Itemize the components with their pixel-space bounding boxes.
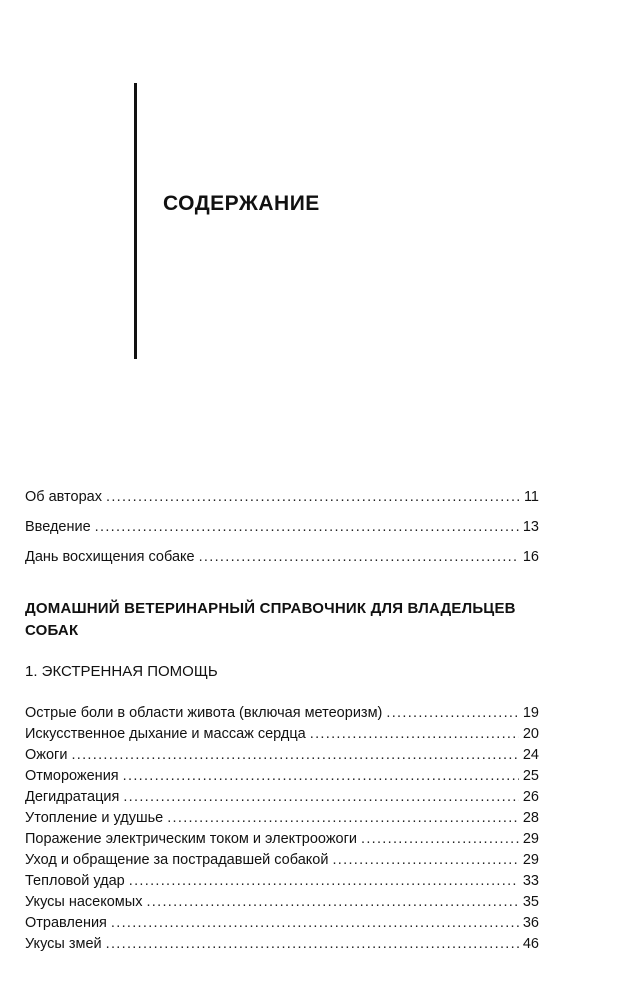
toc-entry[interactable]: [25, 809, 539, 828]
toc-leader-dots: [106, 488, 519, 507]
toc-leader-dots: [123, 767, 519, 786]
toc-entry-label: Уход и обращение за пострадавшей собакой: [25, 852, 329, 868]
toc-entry-page: 28: [522, 810, 539, 826]
toc-entry[interactable]: [25, 851, 539, 870]
toc-entry-label: Ожоги: [25, 747, 68, 763]
toc-entry-label: Об авторах: [25, 489, 102, 505]
toc-entry-page: 46: [522, 936, 539, 952]
toc-leader-dots: [199, 548, 519, 567]
part-title: ДОМАШНИЙ ВЕТЕРИНАРНЫЙ СПРАВОЧНИК ДЛЯ ВЛАДЕЛЬЦЕВ СОБАК: [25, 600, 516, 639]
toc-entry[interactable]: [25, 488, 539, 507]
toc-entry[interactable]: [25, 704, 539, 723]
section-title: 1. ЭКСТРЕННАЯ ПОМОЩЬ: [25, 663, 218, 680]
toc-entry[interactable]: [25, 518, 539, 537]
toc-entry-page: 19: [522, 705, 539, 721]
toc-leader-dots: [361, 830, 519, 849]
toc-entry-label: Введение: [25, 519, 91, 535]
toc-leader-dots: [129, 872, 519, 891]
toc-leader-dots: [71, 746, 518, 765]
toc-entry-label: Тепловой удар: [25, 873, 125, 889]
toc-entry-page: 13: [522, 519, 539, 535]
toc-entry-label: Поражение электрическим током и электроожоги: [25, 831, 357, 847]
page-title: СОДЕРЖАНИЕ: [163, 192, 320, 215]
toc-leader-dots: [123, 788, 519, 807]
toc-leader-dots: [106, 935, 519, 954]
toc-entry-label: Отморожения: [25, 768, 119, 784]
title-vertical-rule: [134, 83, 137, 359]
toc-entry-page: 24: [522, 747, 539, 763]
toc-leader-dots: [146, 893, 518, 912]
toc-entry-page: 20: [522, 726, 539, 742]
toc-leader-dots: [332, 851, 518, 870]
toc-entry[interactable]: [25, 548, 539, 567]
toc-entry[interactable]: [25, 872, 539, 891]
toc-entry-label: Утопление и удушье: [25, 810, 164, 826]
toc-leader-dots: [111, 914, 519, 933]
toc-entry-page: 26: [522, 789, 539, 805]
toc-entry-label: Острые боли в области живота (включая метеоризм): [25, 705, 383, 721]
toc-entry-label: Отравления: [25, 915, 107, 931]
toc-leader-dots: [95, 518, 519, 537]
toc-entry-page: 11: [523, 489, 539, 505]
toc-entry-page: 29: [522, 831, 539, 847]
toc-entry[interactable]: [25, 893, 539, 912]
toc-entry[interactable]: [25, 914, 539, 933]
toc-entry-label: Искусственное дыхание и массаж сердца: [25, 726, 306, 742]
toc-entry-page: 36: [522, 915, 539, 931]
toc-entry[interactable]: [25, 767, 539, 786]
toc-entry[interactable]: [25, 935, 539, 954]
toc-entry-label: Укусы насекомых: [25, 894, 143, 910]
toc-entry-page: 29: [522, 852, 539, 868]
toc-entry-page: 33: [522, 873, 539, 889]
toc-entry[interactable]: [25, 830, 539, 849]
toc-entry-label: Укусы змей: [25, 936, 102, 952]
toc-entry-label: Дегидратация: [25, 789, 120, 805]
toc-leader-dots: [310, 725, 519, 744]
toc-entry[interactable]: [25, 788, 539, 807]
toc-entry-label: Дань восхищения собаке: [25, 549, 195, 565]
toc-entry-page: 25: [522, 768, 539, 784]
toc-entry[interactable]: [25, 746, 539, 765]
toc-entry-page: 35: [522, 894, 539, 910]
toc-leader-dots: [386, 704, 518, 723]
toc-leader-dots: [167, 809, 519, 828]
toc-entry[interactable]: [25, 725, 539, 744]
toc-entry-page: 16: [522, 549, 539, 565]
